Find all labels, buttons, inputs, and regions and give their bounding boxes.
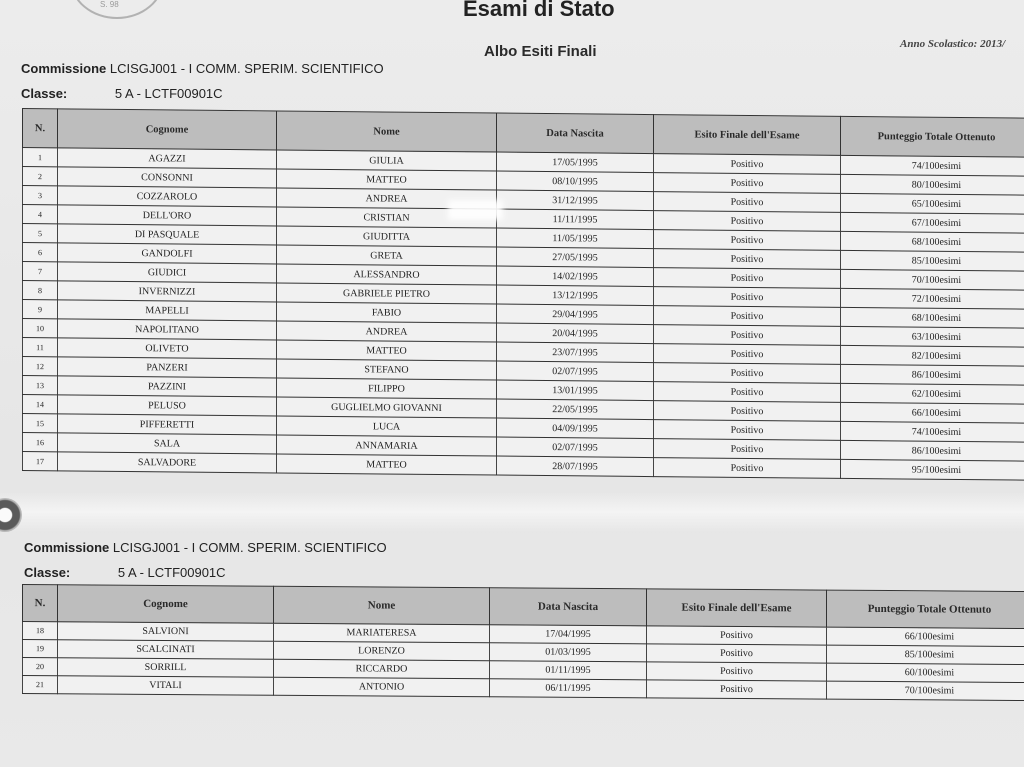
class-value: 5 A - LCTF00901C	[117, 565, 226, 580]
cell-col-nome: MATTEO	[277, 454, 497, 475]
cell-col-nome: GUGLIELMO GIOVANNI	[277, 397, 497, 418]
cell-col-nome: MATTEO	[277, 169, 497, 190]
cell-col-punteggio: 74/100esimi	[841, 155, 1024, 176]
cell-col-nome: ANDREA	[277, 188, 497, 209]
cell-col-cognome: GANDOLFI	[58, 243, 277, 264]
page-divider	[0, 492, 1024, 532]
cell-col-data-nascita: 23/07/1995	[497, 342, 654, 363]
cell-col-nome: LORENZO	[274, 641, 490, 661]
cell-col-cognome: DELL'ORO	[58, 205, 277, 226]
results-table-2	[22, 584, 1024, 701]
class-line-2	[24, 565, 226, 580]
cell-col-esito: Positivo	[647, 662, 827, 681]
cell-col-cognome: PELUSO	[58, 395, 277, 416]
cell-col-punteggio: 68/100esimi	[841, 231, 1024, 252]
commission-label: Commissione	[24, 540, 110, 555]
cell-col-punteggio: 82/100esimi	[841, 345, 1024, 366]
cell-col-cognome: VITALI	[58, 676, 274, 696]
cell-col-punteggio: 70/100esimi	[827, 681, 1024, 700]
cell-col-nome: MARIATERESA	[274, 623, 490, 643]
cell-col-cognome: NAPOLITANO	[58, 319, 277, 340]
cell-col-esito: Positivo	[647, 644, 827, 663]
cell-col-n: 13	[23, 376, 58, 395]
cell-col-data-nascita: 28/07/1995	[497, 456, 654, 477]
results-table-1	[22, 108, 1024, 481]
cell-col-n: 1	[23, 148, 58, 167]
cell-col-esito: Positivo	[654, 154, 841, 175]
cell-col-data-nascita: 22/05/1995	[497, 399, 654, 420]
cell-col-data-nascita: 17/04/1995	[490, 625, 647, 644]
cell-col-n: 2	[23, 167, 58, 186]
cell-col-data-nascita: 08/10/1995	[497, 171, 654, 192]
cell-col-data-nascita: 29/04/1995	[497, 304, 654, 325]
cell-col-punteggio: 95/100esimi	[841, 459, 1024, 480]
glare	[448, 200, 503, 220]
cell-col-punteggio: 60/100esimi	[827, 663, 1024, 682]
header-col-punteggio: Punteggio Totale Ottenuto	[841, 116, 1024, 157]
cell-col-esito: Positivo	[647, 680, 827, 699]
cell-col-data-nascita: 11/11/1995	[497, 209, 654, 230]
commission-line-2	[24, 540, 387, 555]
cell-col-esito: Positivo	[654, 173, 841, 194]
cell-col-cognome: AGAZZI	[58, 148, 277, 169]
document-title: Esami di Stato	[463, 0, 615, 21]
cell-col-n: 4	[23, 205, 58, 224]
cell-col-cognome: COZZAROLO	[58, 186, 277, 207]
cell-col-data-nascita: 02/07/1995	[497, 437, 654, 458]
cell-col-esito: Positivo	[654, 268, 841, 289]
cell-col-nome: FILIPPO	[277, 378, 497, 399]
cell-col-n: 8	[23, 281, 58, 300]
cell-col-nome: MATTEO	[277, 340, 497, 361]
cell-col-nome: ANTONIO	[274, 677, 490, 697]
cell-col-punteggio: 65/100esimi	[841, 193, 1024, 214]
cell-col-cognome: MAPELLI	[58, 300, 277, 321]
official-seal	[70, 0, 164, 19]
cell-col-data-nascita: 02/07/1995	[497, 361, 654, 382]
header-col-n: N.	[23, 109, 58, 148]
cell-col-nome: ANNAMARIA	[277, 435, 497, 456]
cell-col-n: 7	[23, 262, 58, 281]
cell-col-n: 3	[23, 186, 58, 205]
cell-col-esito: Positivo	[654, 192, 841, 213]
cell-col-punteggio: 66/100esimi	[841, 402, 1024, 423]
cell-col-nome: GIUDITTA	[277, 226, 497, 247]
cell-col-punteggio: 66/100esimi	[827, 627, 1024, 646]
cell-col-data-nascita: 20/04/1995	[497, 323, 654, 344]
cell-col-esito: Positivo	[654, 458, 841, 479]
cell-col-cognome: GIUDICI	[58, 262, 277, 283]
cell-col-punteggio: 85/100esimi	[841, 250, 1024, 271]
cell-col-cognome: PAZZINI	[58, 376, 277, 397]
cell-col-punteggio: 67/100esimi	[841, 212, 1024, 233]
cell-col-n: 9	[23, 300, 58, 319]
commission-line-1	[21, 61, 384, 76]
commission-label: Commissione	[21, 61, 107, 76]
cell-col-cognome: SALVADORE	[58, 452, 277, 473]
cell-col-n: 15	[23, 414, 58, 433]
cell-col-n: 21	[23, 676, 58, 694]
cell-col-data-nascita: 27/05/1995	[497, 247, 654, 268]
cell-col-esito: Positivo	[654, 439, 841, 460]
school-year: Anno Scolastico: 2013/	[900, 38, 1006, 50]
header-col-n: N.	[23, 585, 58, 622]
cell-col-esito: Positivo	[654, 325, 841, 346]
class-label: Classe:	[24, 565, 71, 580]
cell-col-data-nascita: 14/02/1995	[497, 266, 654, 287]
cell-col-cognome: PANZERI	[58, 357, 277, 378]
cell-col-cognome: INVERNIZZI	[58, 281, 277, 302]
commission-value: LCISGJ001 - I COMM. SPERIM. SCIENTIFICO	[109, 61, 384, 76]
cell-col-punteggio: 72/100esimi	[841, 288, 1024, 309]
cell-col-data-nascita: 04/09/1995	[497, 418, 654, 439]
header-col-nome: Nome	[277, 111, 497, 152]
cell-col-n: 12	[23, 357, 58, 376]
cell-col-data-nascita: 31/12/1995	[497, 190, 654, 211]
header-col-data-nascita: Data Nascita	[490, 588, 647, 626]
cell-col-nome: STEFANO	[277, 359, 497, 380]
cell-col-esito: Positivo	[654, 382, 841, 403]
header-col-cognome: Cognome	[58, 109, 277, 150]
cell-col-punteggio: 62/100esimi	[841, 383, 1024, 404]
cell-col-cognome: SALVIONI	[58, 622, 274, 642]
document-subtitle: Albo Esiti Finali	[484, 43, 597, 60]
class-label: Classe:	[21, 86, 68, 101]
cell-col-punteggio: 80/100esimi	[841, 174, 1024, 195]
cell-col-nome: GRETA	[277, 245, 497, 266]
cell-col-nome: FABIO	[277, 302, 497, 323]
cell-col-cognome: PIFFERETTI	[58, 414, 277, 435]
cell-col-esito: Positivo	[654, 211, 841, 232]
cell-col-punteggio: 74/100esimi	[841, 421, 1024, 442]
cell-col-nome: ANDREA	[277, 321, 497, 342]
cell-col-n: 5	[23, 224, 58, 243]
cell-col-esito: Positivo	[654, 306, 841, 327]
cell-col-nome: RICCARDO	[274, 659, 490, 679]
cell-col-cognome: SALA	[58, 433, 277, 454]
cell-col-n: 14	[23, 395, 58, 414]
cell-col-punteggio: 86/100esimi	[841, 364, 1024, 385]
cell-col-cognome: SORRILL	[58, 658, 274, 678]
class-value: 5 A - LCTF00901C	[114, 86, 223, 101]
cell-col-n: 6	[23, 243, 58, 262]
header-col-punteggio: Punteggio Totale Ottenuto	[827, 590, 1024, 628]
cell-col-nome: CRISTIAN	[277, 207, 497, 228]
cell-col-data-nascita: 06/11/1995	[490, 679, 647, 698]
cell-col-nome: LUCA	[277, 416, 497, 437]
cell-col-nome: GABRIELE PIETRO	[277, 283, 497, 304]
cell-col-esito: Positivo	[654, 363, 841, 384]
cell-col-punteggio: 85/100esimi	[827, 645, 1024, 664]
cell-col-esito: Positivo	[654, 230, 841, 251]
cell-col-esito: Positivo	[654, 249, 841, 270]
cell-col-data-nascita: 17/05/1995	[497, 152, 654, 173]
cell-col-n: 16	[23, 433, 58, 452]
cell-col-n: 11	[23, 338, 58, 357]
cell-col-esito: Positivo	[654, 401, 841, 422]
cell-col-data-nascita: 11/05/1995	[497, 228, 654, 249]
cell-col-data-nascita: 01/03/1995	[490, 643, 647, 662]
seal-text: S. 98	[100, 0, 119, 9]
cell-col-n: 19	[23, 640, 58, 658]
header-col-esito: Esito Finale dell'Esame	[654, 115, 841, 156]
class-line-1	[21, 86, 223, 101]
cell-col-cognome: DI PASQUALE	[58, 224, 277, 245]
cell-col-n: 18	[23, 622, 58, 640]
commission-value: LCISGJ001 - I COMM. SPERIM. SCIENTIFICO	[112, 540, 387, 555]
cell-col-esito: Positivo	[654, 287, 841, 308]
cell-col-cognome: OLIVETO	[58, 338, 277, 359]
cell-col-esito: Positivo	[647, 626, 827, 645]
cell-col-data-nascita: 01/11/1995	[490, 661, 647, 680]
header-col-cognome: Cognome	[58, 585, 274, 624]
cell-col-esito: Positivo	[654, 420, 841, 441]
cell-col-data-nascita: 13/01/1995	[497, 380, 654, 401]
cell-col-n: 10	[23, 319, 58, 338]
cell-col-punteggio: 63/100esimi	[841, 326, 1024, 347]
cell-col-nome: ALESSANDRO	[277, 264, 497, 285]
cell-col-punteggio: 70/100esimi	[841, 269, 1024, 290]
header-col-esito: Esito Finale dell'Esame	[647, 589, 827, 627]
cell-col-esito: Positivo	[654, 344, 841, 365]
cell-col-cognome: SCALCINATI	[58, 640, 274, 660]
cell-col-punteggio: 68/100esimi	[841, 307, 1024, 328]
cell-col-nome: GIULIA	[277, 150, 497, 171]
header-col-data-nascita: Data Nascita	[497, 113, 654, 154]
cell-col-n: 20	[23, 658, 58, 676]
cell-col-punteggio: 86/100esimi	[841, 440, 1024, 461]
cell-col-cognome: CONSONNI	[58, 167, 277, 188]
header-col-nome: Nome	[274, 586, 490, 625]
cell-col-data-nascita: 13/12/1995	[497, 285, 654, 306]
cell-col-n: 17	[23, 452, 58, 471]
